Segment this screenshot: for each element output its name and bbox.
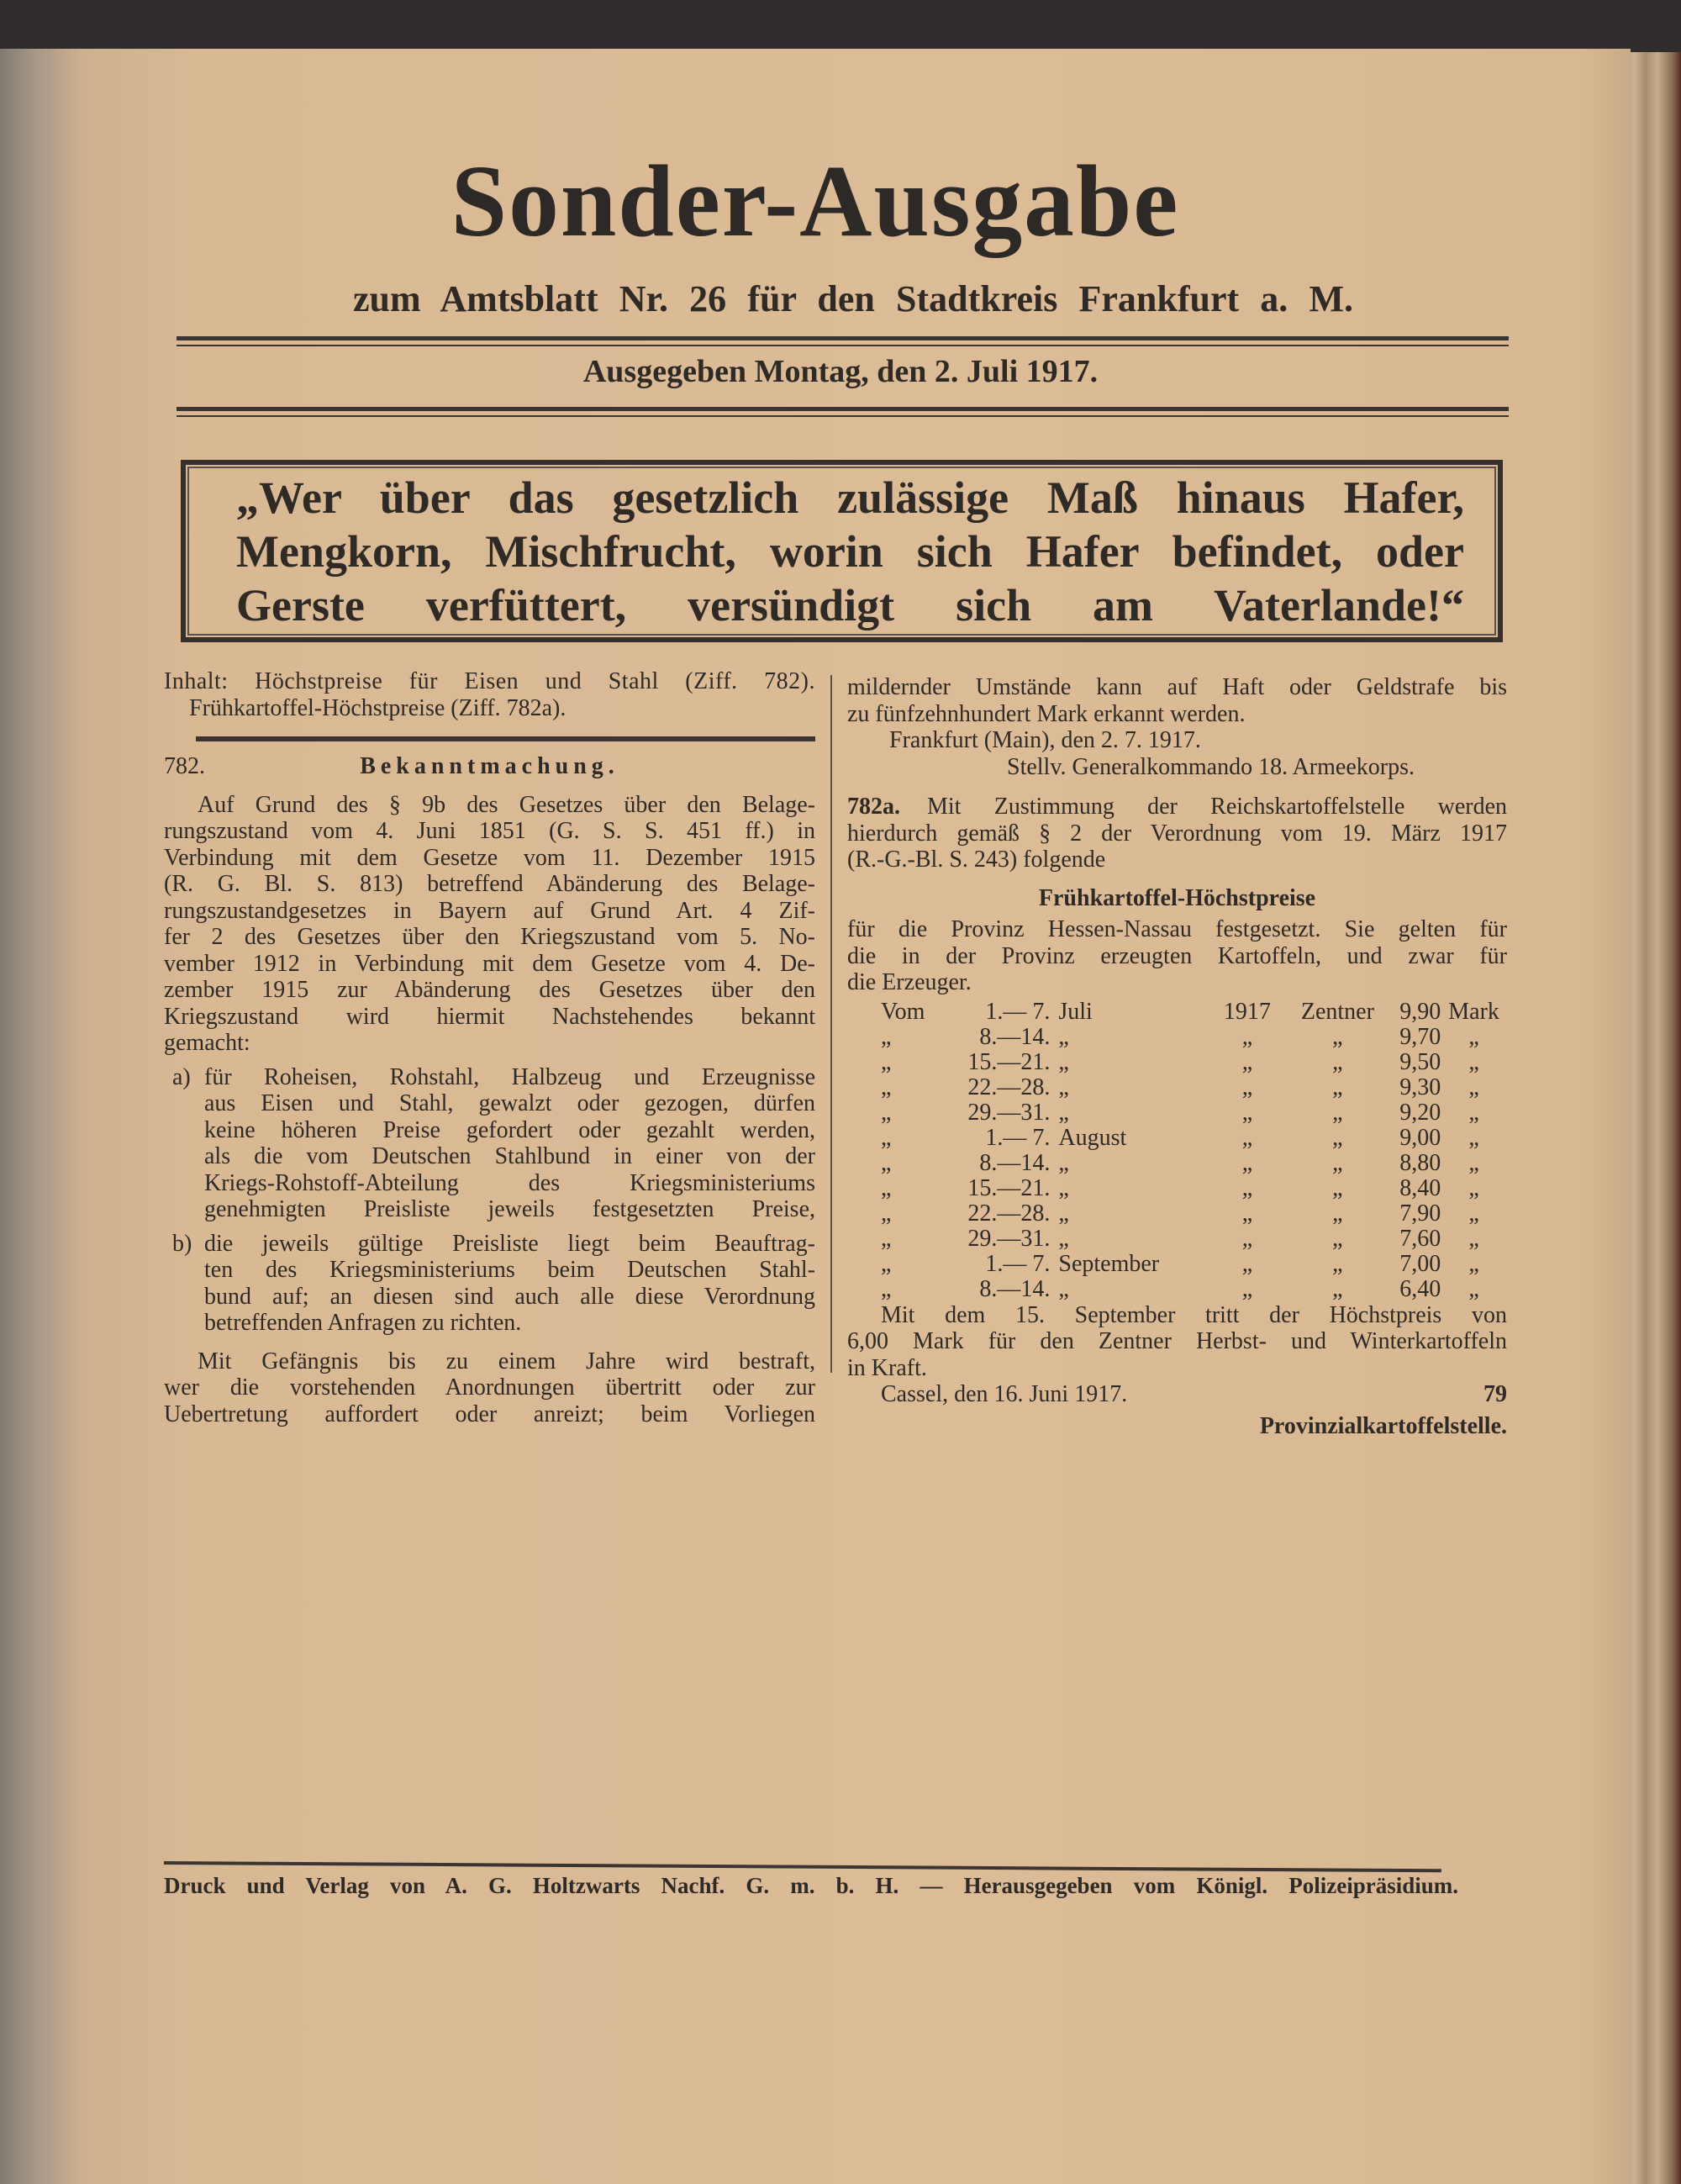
text-line: (R.-G.-Bl. S. 243) folgende — [847, 847, 1106, 873]
text-line: zember 1915 zur Abänderung des Gesetzes über den — [164, 977, 815, 1003]
currency-cell: „ — [1468, 1023, 1479, 1050]
header-rule-thin — [177, 345, 1509, 346]
currency-cell: „ — [1468, 1074, 1479, 1100]
currency-cell: „ — [1468, 1048, 1479, 1075]
currency-cell: „ — [1468, 1250, 1479, 1277]
unit-cell: Zentner — [1300, 998, 1374, 1025]
text-line: wer die vorstehenden Anordnungen übertritt oder zur — [164, 1374, 815, 1401]
text-line: in Kraft. — [847, 1354, 927, 1381]
month-cell: „ — [1058, 1200, 1069, 1227]
paragraph-2-continued — [847, 674, 1507, 727]
text-line: Kriegs-Rohstoff-Abteilung des Kriegsministeriums — [204, 1169, 815, 1196]
month-cell: September — [1058, 1250, 1160, 1277]
text-line: zu fünfzehnhundert Mark erkannt werden. — [847, 700, 1246, 727]
closing-paragraph — [847, 1302, 1507, 1382]
date-range-cell: 29.—31. — [967, 1225, 1051, 1252]
list-item-text — [204, 1231, 815, 1337]
text-line: bund auf; an diesen sind auch alle diese Verordnung — [204, 1283, 815, 1310]
year-cell: 1917 — [1223, 998, 1271, 1025]
price-row — [881, 1126, 1507, 1151]
date-range-cell: 15.—21. — [967, 1174, 1051, 1201]
masthead-subtitle: zum Amtsblatt Nr. 26 für den Stadtkreis Frankfurt a. M. — [353, 278, 1353, 319]
left-column — [164, 668, 815, 1427]
prefix-cell: „ — [881, 1250, 892, 1277]
right-column — [847, 674, 1507, 1439]
list-item-label: a) — [172, 1063, 191, 1090]
price-cell: 7,00 — [1399, 1250, 1441, 1277]
contents-line: Inhalt: Höchstpreise für Eisen und Stahl (Ziff. 782). — [164, 668, 815, 694]
year-cell: „ — [1241, 1250, 1253, 1277]
price-cell: 9,70 — [1399, 1023, 1441, 1050]
price-cell: 9,20 — [1399, 1099, 1441, 1126]
text-line: genehmigten Preisliste jeweils festgesetzten Preise, — [204, 1196, 815, 1222]
month-cell: „ — [1058, 1174, 1069, 1201]
year-cell: „ — [1241, 1200, 1253, 1227]
text-line: fer 2 des Gesetzes über den Kriegszustand vom 5. No- — [164, 924, 815, 950]
unit-cell: „ — [1332, 1174, 1343, 1201]
price-table — [881, 1000, 1507, 1302]
year-cell: „ — [1241, 1074, 1253, 1100]
currency-cell: „ — [1468, 1225, 1479, 1252]
prefix-cell: „ — [881, 1023, 892, 1050]
section-title: Bekanntmachung. — [360, 753, 619, 779]
signature: Stellv. Generalkommando 18. Armeekorps. — [1007, 753, 1415, 780]
year-cell: „ — [1241, 1275, 1253, 1302]
text-line: betreffenden Anfragen zu richten. — [204, 1310, 522, 1336]
price-cell: 7,90 — [1399, 1200, 1441, 1227]
price-row — [881, 1176, 1507, 1201]
year-cell: „ — [1241, 1225, 1253, 1252]
month-cell: Juli — [1058, 998, 1093, 1025]
closing-signature: Provinzialkartoffelstelle. — [1259, 1412, 1507, 1439]
year-cell: „ — [1241, 1149, 1253, 1176]
currency-cell: „ — [1468, 1099, 1479, 1126]
unit-cell: „ — [1332, 1200, 1343, 1227]
month-cell: „ — [1058, 1048, 1069, 1075]
price-cell: 9,00 — [1399, 1124, 1441, 1151]
currency-cell: „ — [1468, 1149, 1479, 1176]
prefix-cell: Vom — [881, 998, 925, 1025]
prefix-cell: „ — [881, 1048, 892, 1075]
contents-line: Frühkartoffel-Höchstpreise (Ziff. 782a). — [189, 694, 566, 721]
paragraph-1 — [164, 792, 815, 1057]
price-row — [881, 1277, 1507, 1302]
text-line: aus Eisen und Stahl, gewalzt oder gezogen, dürfen — [204, 1090, 815, 1116]
text-line: Kriegszustand wird hiermit Nachstehendes bekannt — [164, 1003, 815, 1030]
issue-rule-thin — [177, 415, 1509, 417]
prefix-cell: „ — [881, 1275, 892, 1302]
prefix-cell: „ — [881, 1074, 892, 1100]
unit-cell: „ — [1332, 1048, 1343, 1075]
price-cell: 7,60 — [1399, 1225, 1441, 1252]
issue-rule — [177, 407, 1509, 411]
month-cell: „ — [1058, 1099, 1069, 1126]
unit-cell: „ — [1332, 1023, 1343, 1050]
price-cell: 8,80 — [1399, 1149, 1441, 1176]
prefix-cell: „ — [881, 1200, 892, 1227]
closing-place-date: Cassel, den 16. Juni 1917. — [881, 1381, 1128, 1407]
date-range-cell: 15.—21. — [967, 1048, 1051, 1075]
currency-cell: „ — [1468, 1124, 1479, 1151]
price-row — [881, 1100, 1507, 1126]
price-cell: 8,40 — [1399, 1174, 1441, 1201]
unit-cell: „ — [1332, 1250, 1343, 1277]
issue-date: Ausgegeben Montag, den 2. Juli 1917. — [582, 354, 1099, 389]
month-cell: „ — [1058, 1275, 1069, 1302]
text-line: gemacht: — [164, 1030, 250, 1056]
unit-cell: „ — [1332, 1124, 1343, 1151]
price-row — [881, 1201, 1507, 1227]
price-row — [881, 1000, 1507, 1025]
section-heading — [164, 753, 815, 780]
list-item-text — [204, 1064, 815, 1223]
text-line: für Roheisen, Rohstahl, Halbzeug und Erzeugnisse — [204, 1063, 815, 1090]
currency-cell: „ — [1468, 1174, 1479, 1201]
price-cell: 9,90 — [1399, 998, 1441, 1025]
date-range-cell: 8.—14. — [979, 1149, 1051, 1176]
text-line: Verbindung mit dem Gesetze vom 11. Dezember 1915 — [164, 844, 815, 871]
text-line: (R. G. Bl. S. 813) betreffend Abänderung des Belage- — [164, 871, 815, 897]
quote-line: „Wer über das gesetzlich zulässige Maß hinaus Hafer, — [236, 472, 1464, 523]
price-heading: Frühkartoffel-Höchstpreise — [1038, 884, 1316, 911]
year-cell: „ — [1241, 1174, 1253, 1201]
prefix-cell: „ — [881, 1124, 892, 1151]
list-item-b — [164, 1231, 815, 1337]
text-line: vember 1912 in Verbindung mit dem Gesetze vom 4. De- — [164, 950, 815, 977]
price-description — [847, 916, 1507, 996]
quote-box — [181, 460, 1503, 642]
list-item-label: b) — [172, 1230, 192, 1257]
text-line: hierdurch gemäß § 2 der Verordnung vom 19. März 1917 — [847, 820, 1507, 847]
section-number: 782a. — [847, 794, 900, 820]
currency-cell: Mark — [1448, 998, 1499, 1025]
text-line: Mit Zustimmung der Reichskartoffelstelle werden — [927, 794, 1507, 820]
unit-cell: „ — [1332, 1149, 1343, 1176]
text-line: mildernder Umstände kann auf Haft oder Geldstrafe bis — [847, 674, 1507, 700]
contents-rule — [196, 736, 815, 741]
unit-cell: „ — [1332, 1275, 1343, 1302]
month-cell: „ — [1058, 1023, 1069, 1050]
date-range-cell: 29.—31. — [967, 1099, 1051, 1126]
text-line: ten des Kriegsministeriums beim Deutschen Stahl- — [204, 1257, 815, 1283]
text-line: Mit Gefängnis bis zu einem Jahre wird bestraft, — [198, 1348, 815, 1374]
price-row — [881, 1050, 1507, 1075]
year-cell: „ — [1241, 1124, 1253, 1151]
text-line: rungszustand vom 4. Juni 1851 (G. S. S. 451 ff.) in — [164, 818, 815, 844]
page-number: 79 — [1483, 1381, 1507, 1407]
section-782a — [847, 794, 1507, 873]
date-range-cell: 22.—28. — [967, 1074, 1051, 1100]
price-row — [881, 1252, 1507, 1277]
prefix-cell: „ — [881, 1225, 892, 1252]
scan-background — [0, 0, 1681, 52]
date-range-cell: 1.— 7. — [985, 998, 1051, 1025]
unit-cell: „ — [1332, 1099, 1343, 1126]
place-date: Frankfurt (Main), den 2. 7. 1917. — [889, 727, 1201, 753]
text-line: 6,00 Mark für den Zentner Herbst- und Winterkartoffeln — [847, 1328, 1507, 1354]
month-cell: August — [1058, 1124, 1127, 1151]
date-range-cell: 22.—28. — [967, 1200, 1051, 1227]
closing-date-row — [847, 1381, 1507, 1408]
year-cell: „ — [1241, 1048, 1253, 1075]
text-line: Auf Grund des § 9b des Gesetzes über den Belage- — [198, 791, 815, 818]
month-cell: „ — [1058, 1225, 1069, 1252]
section-intro — [847, 794, 1507, 873]
month-cell: „ — [1058, 1149, 1069, 1176]
date-range-cell: 8.—14. — [979, 1023, 1051, 1050]
prefix-cell: „ — [881, 1149, 892, 1176]
text-line: Mit dem 15. September tritt der Höchstpreis von — [881, 1301, 1507, 1328]
text-line: Uebertretung auffordert oder anreizt; beim Vorliegen — [164, 1401, 815, 1427]
price-row — [881, 1151, 1507, 1176]
date-range-cell: 1.— 7. — [985, 1250, 1051, 1277]
quote-line: Gerste verfüttert, versündigt sich am Vaterlande!“ — [236, 580, 1464, 630]
masthead-title: Sonder-Ausgabe — [451, 145, 1180, 258]
price-row — [881, 1075, 1507, 1100]
price-cell: 9,30 — [1399, 1074, 1441, 1100]
unit-cell: „ — [1332, 1074, 1343, 1100]
year-cell: „ — [1241, 1023, 1253, 1050]
paragraph-2 — [164, 1348, 815, 1428]
text-line: keine höheren Preise gefordert oder gezahlt werden, — [204, 1116, 815, 1143]
year-cell: „ — [1241, 1099, 1253, 1126]
date-range-cell: 8.—14. — [979, 1275, 1051, 1302]
footer-imprint: Druck und Verlag von A. G. Holtzwarts Nachf. G. m. b. H. — Herausgegeben vom Königl. Polizeipräsidium. — [164, 1873, 1458, 1898]
text-line: die in der Provinz erzeugten Kartoffeln, und zwar für — [847, 942, 1507, 969]
quote-line: Mengkorn, Mischfrucht, worin sich Hafer befindet, oder — [236, 526, 1464, 577]
price-row — [881, 1227, 1507, 1252]
text-line: die jeweils gültige Preisliste liegt beim Beauftrag- — [204, 1230, 815, 1257]
price-row — [881, 1025, 1507, 1050]
price-cell: 9,50 — [1399, 1048, 1441, 1075]
text-line: rungszustandgesetzes in Bayern auf Grund Art. 4 Zif- — [164, 897, 815, 924]
text-line: für die Provinz Hessen-Nassau festgesetzt. Sie gelten für — [847, 916, 1507, 942]
prefix-cell: „ — [881, 1099, 892, 1126]
text-line: als die vom Deutschen Stahlbund in einer von der — [204, 1143, 815, 1169]
currency-cell: „ — [1468, 1275, 1479, 1302]
header-rule — [177, 336, 1509, 340]
text-line: die Erzeuger. — [847, 969, 972, 995]
unit-cell: „ — [1332, 1225, 1343, 1252]
date-range-cell: 1.— 7. — [985, 1124, 1051, 1151]
price-cell: 6,40 — [1399, 1275, 1441, 1302]
section-number: 782. — [164, 753, 205, 779]
month-cell: „ — [1058, 1074, 1069, 1100]
list-item-a — [164, 1064, 815, 1223]
column-separator — [830, 675, 832, 1373]
currency-cell: „ — [1468, 1200, 1479, 1227]
prefix-cell: „ — [881, 1174, 892, 1201]
